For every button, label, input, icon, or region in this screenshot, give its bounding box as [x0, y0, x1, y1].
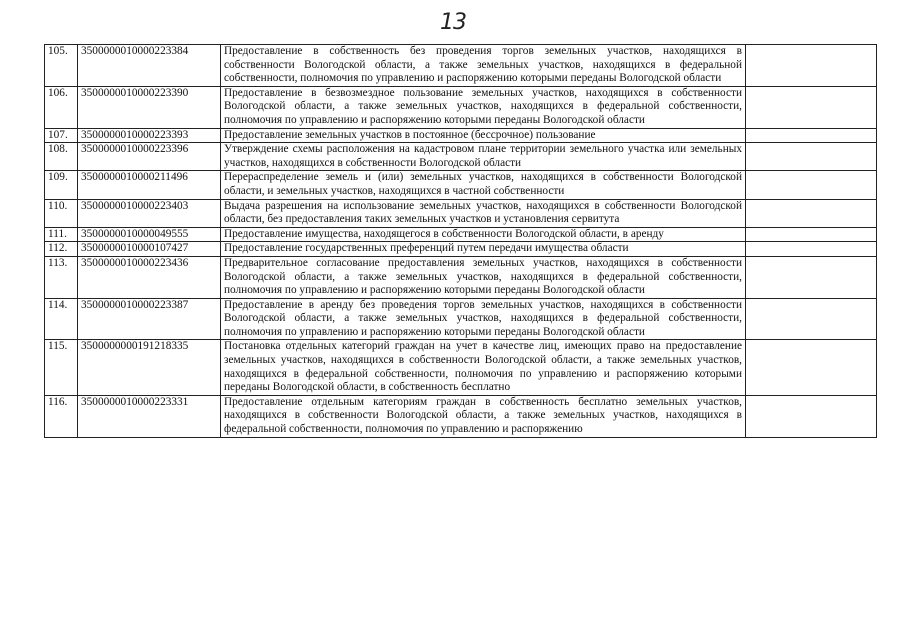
service-name: Предоставление земельных участков в постоянное (бессрочное) пользование	[221, 128, 746, 143]
table-row	[45, 143, 877, 171]
service-name: Предоставление в аренду без проведения торгов земельных участков, находящихся в собственности Вологодской области, а также земельных участков, находящихся в федеральной собственности, полномочия по управлению и распоряжению которыми переданы Вологодской области	[221, 298, 746, 340]
table-row	[45, 340, 877, 395]
service-name: Предоставление в безвозмездное пользование земельных участков, находящихся в собственности Вологодской области, а также земельных участков, находящихся в федеральной собственности, полномочия по управлению и распоряжению которыми переданы Вологодской области	[221, 86, 746, 128]
empty-cell	[746, 256, 877, 298]
services-registry-table	[44, 44, 877, 438]
empty-cell	[746, 199, 877, 227]
row-number: 110.	[45, 199, 78, 227]
table-row	[45, 227, 877, 242]
service-code: 3500000010000211496	[78, 171, 221, 199]
table-row	[45, 86, 877, 128]
row-number: 115.	[45, 340, 78, 395]
service-name: Утверждение схемы расположения на кадастровом плане территории земельного участка или земельных участков, находящихся в собственности Вологодской области	[221, 143, 746, 171]
empty-cell	[746, 227, 877, 242]
empty-cell	[746, 86, 877, 128]
service-code: 3500000010000107427	[78, 242, 221, 257]
table-row	[45, 171, 877, 199]
row-number: 109.	[45, 171, 78, 199]
empty-cell	[746, 45, 877, 87]
empty-cell	[746, 171, 877, 199]
row-number: 106.	[45, 86, 78, 128]
empty-cell	[746, 143, 877, 171]
service-code: 3500000010000223384	[78, 45, 221, 87]
service-code: 3500000010000223396	[78, 143, 221, 171]
empty-cell	[746, 298, 877, 340]
service-name: Перераспределение земель и (или) земельных участков, находящихся в собственности Вологодской области, и земельных участков, находящихся в частной собственности	[221, 171, 746, 199]
service-name: Выдача разрешения на использование земельных участков, находящихся в собственности Вологодской области, без предоставления таких земельных участков и установления сервитута	[221, 199, 746, 227]
table-row	[45, 199, 877, 227]
table-row	[45, 45, 877, 87]
service-name: Предоставление в собственность без проведения торгов земельных участков, находящихся в собственности Вологодской области, а также земельных участков, находящихся в федеральной собственности, полномочия по управлению и распоряжению которыми переданы Вологодской области	[221, 45, 746, 87]
service-name: Постановка отдельных категорий граждан на учет в качестве лиц, имеющих право на предоставление земельных участков, находящихся в собственности Вологодской области, а также земельных участков, находящихся в федеральной собственности, полномочия по управлению и распоряжению которыми переданы Вологодской области, в собственность бесплатно	[221, 340, 746, 395]
row-number: 116.	[45, 395, 78, 437]
service-code: 3500000010000223403	[78, 199, 221, 227]
service-code: 3500000010000223387	[78, 298, 221, 340]
service-code: 3500000000191218335	[78, 340, 221, 395]
table-row	[45, 298, 877, 340]
row-number: 113.	[45, 256, 78, 298]
service-code: 3500000010000049555	[78, 227, 221, 242]
service-name: Предоставление имущества, находящегося в собственности Вологодской области, в аренду	[221, 227, 746, 242]
row-number: 114.	[45, 298, 78, 340]
table-row	[45, 256, 877, 298]
table-row	[45, 242, 877, 257]
service-name: Предварительное согласование предоставления земельных участков, находящихся в собственности Вологодской области, а также земельных участков, находящихся в федеральной собственности, полномочия по управлению и распоряжению которыми переданы Вологодской области	[221, 256, 746, 298]
service-code: 3500000010000223331	[78, 395, 221, 437]
empty-cell	[746, 128, 877, 143]
service-name: Предоставление отдельным категориям граждан в собственность бесплатно земельных участков, находящихся в собственности Вологодской области, а также земельных участков, находящихся в федеральной собственности, полномочия по управлению и распоряжению	[221, 395, 746, 437]
service-code: 3500000010000223390	[78, 86, 221, 128]
empty-cell	[746, 395, 877, 437]
row-number: 107.	[45, 128, 78, 143]
empty-cell	[746, 340, 877, 395]
service-name: Предоставление государственных преференций путем передачи имущества области	[221, 242, 746, 257]
row-number: 112.	[45, 242, 78, 257]
page-number: 13	[440, 10, 466, 35]
service-code: 3500000010000223436	[78, 256, 221, 298]
empty-cell	[746, 242, 877, 257]
table-row	[45, 128, 877, 143]
row-number: 105.	[45, 45, 78, 87]
table-row	[45, 395, 877, 437]
registry-body	[45, 45, 877, 438]
row-number: 111.	[45, 227, 78, 242]
service-code: 3500000010000223393	[78, 128, 221, 143]
row-number: 108.	[45, 143, 78, 171]
